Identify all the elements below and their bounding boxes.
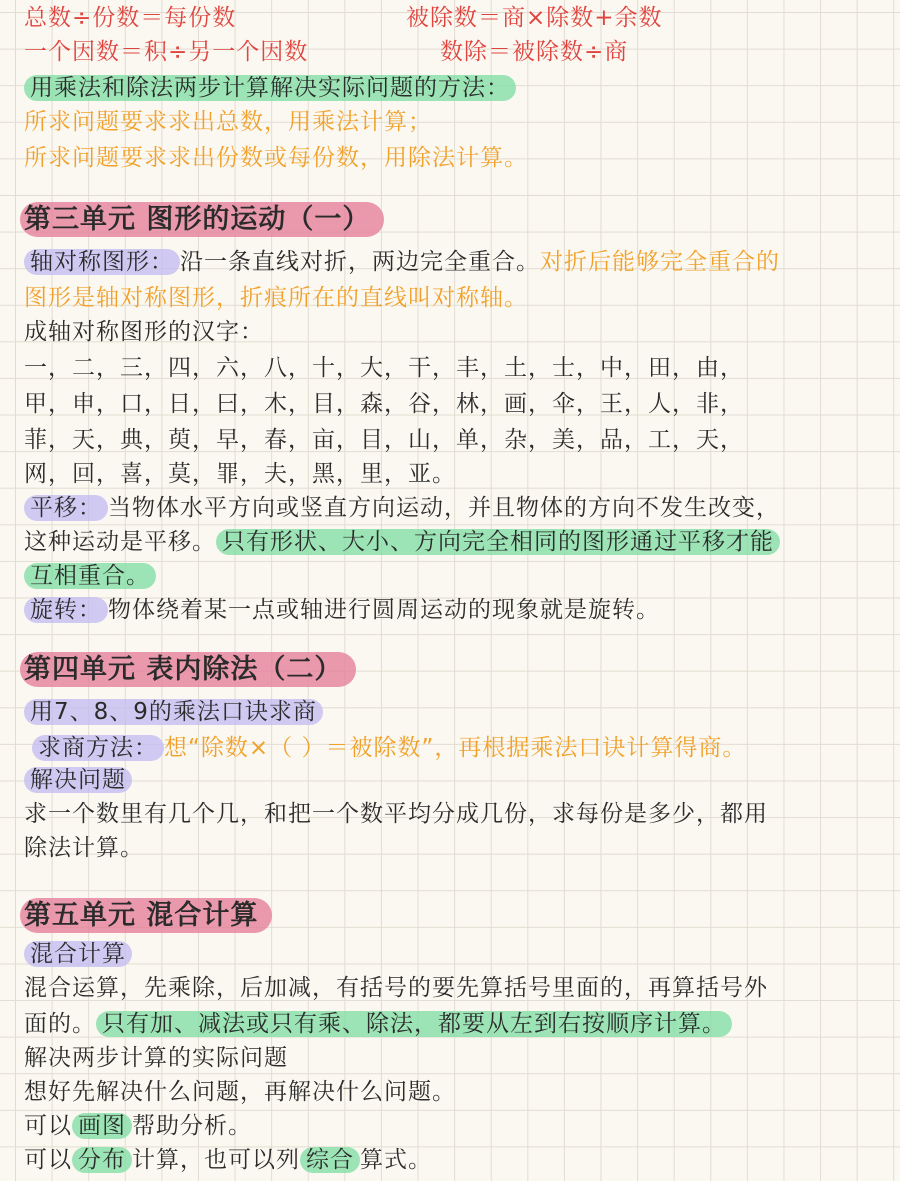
mixed-calc-line-4: 想好先解决什么问题，再解决什么问题。 [24, 1079, 456, 1105]
quotient-method-text: 想“除数×（ ）＝被除数”，再根据乘法口诀计算得商。 [164, 735, 747, 761]
unit4-heading [20, 654, 356, 686]
mixed-calc-5a: 可以 [24, 1113, 72, 1139]
solve-problem-label-line [24, 764, 132, 796]
translation-text-1: 当物体水平方向或竖直方向运动，并且物体的方向不发生改变， [108, 495, 780, 521]
mixed-calc-5c: 帮助分析。 [132, 1113, 252, 1139]
translation-text-2: 这种运动是平移。 [24, 529, 216, 555]
axis-symmetry-orange-2: 图形是轴对称图形，折痕所在的直线叫对称轴。 [24, 285, 528, 311]
symmetric-chars-row-4: 网，回，喜，莫，罪，夫，黑，里，亚。 [24, 461, 456, 487]
mixed-calc-line-1: 混合运算，先乘除，后加减，有括号的要先算括号里面的，再算括号外 [24, 975, 768, 1001]
mixed-calc-6e: 算式。 [360, 1147, 432, 1173]
axis-symmetry-line-1 [24, 246, 780, 278]
quotient-method-label: 求商方法： [32, 735, 164, 761]
unit3-heading-text: 第三单元 图形的运动（一） [20, 202, 384, 237]
axis-symmetry-orange-1: 对折后能够完全重合的 [540, 249, 780, 275]
formula-total: 总数÷份数＝每份数 [24, 5, 237, 31]
unit4-sub [24, 696, 323, 728]
formula-factor: 一个因数＝积÷另一个因数 [24, 39, 309, 65]
mixed-calc-line-6 [24, 1144, 432, 1176]
translation-highlight-2: 互相重合。 [24, 563, 156, 589]
axis-symmetry-label: 轴对称图形： [24, 249, 180, 275]
symmetric-chars-title: 成轴对称图形的汉字： [24, 319, 264, 345]
formula-dividend: 被除数＝商×除数+余数 [406, 5, 663, 31]
symmetric-chars-row-2: 甲，申，口，日，曰，木，目，森，谷，林，画，伞，王，人，非， [24, 391, 744, 417]
mixed-calc-6c: 计算，也可以列 [132, 1147, 300, 1173]
translation-line-2 [24, 526, 780, 558]
solve-problem-label: 解决问题 [24, 767, 132, 793]
unit4-sub-text: 用7、8、9的乘法口诀求商 [24, 699, 323, 725]
two-step-title [24, 72, 516, 104]
mixed-calc-line-2 [24, 1008, 732, 1040]
mixed-calc-highlight: 只有加、减法或只有乘、除法，都要从左到右按顺序计算。 [96, 1011, 732, 1037]
formula-divisor: 数除＝被除数÷商 [440, 39, 629, 65]
solve-problem-text-1: 求一个数里有几个几，和把一个数平均分成几份，求每份是多少，都用 [24, 801, 768, 827]
rotation-line [24, 594, 660, 626]
unit4-heading-text: 第四单元 表内除法（二） [20, 652, 356, 687]
translation-line-3 [24, 560, 156, 592]
combined-formula-highlight: 综合 [300, 1147, 360, 1173]
translation-label: 平移： [24, 495, 108, 521]
two-step-title-text: 用乘法和除法两步计算解决实际问题的方法： [24, 75, 516, 101]
quotient-method-line [32, 732, 746, 764]
symmetric-chars-row-1: 一，二，三，四，六，八，十，大，干，丰，土，士，中，田，由， [24, 355, 744, 381]
rotation-label: 旋转： [24, 597, 108, 623]
axis-symmetry-text: 沿一条直线对折，两边完全重合。 [180, 249, 540, 275]
draw-diagram-highlight: 画图 [72, 1113, 132, 1139]
rotation-text: 物体绕着某一点或轴进行圆周运动的现象就是旋转。 [108, 597, 660, 623]
symmetric-chars-row-3: 菲，天，典，萸，早，春，亩，目，山，单，杂，美，品，工，天， [24, 427, 744, 453]
step-calc-highlight: 分布 [72, 1147, 132, 1173]
two-step-line-1: 所求问题要求求出总数，用乘法计算； [24, 109, 432, 135]
translation-highlight-1: 只有形状、大小、方向完全相同的图形通过平移才能 [216, 529, 780, 555]
mixed-calc-6a: 可以 [24, 1147, 72, 1173]
mixed-calc-line-2a: 面的。 [24, 1011, 96, 1037]
unit5-heading [20, 900, 272, 932]
unit3-heading [20, 204, 384, 236]
two-step-line-2: 所求问题要求求出份数或每份数，用除法计算。 [24, 145, 528, 171]
mixed-calc-line-5 [24, 1110, 252, 1142]
unit5-heading-text: 第五单元 混合计算 [20, 898, 272, 933]
unit5-sub [24, 938, 132, 970]
unit5-sub-text: 混合计算 [24, 941, 132, 967]
translation-line-1 [24, 492, 780, 524]
solve-problem-text-2: 除法计算。 [24, 835, 144, 861]
mixed-calc-line-3: 解决两步计算的实际问题 [24, 1045, 288, 1071]
